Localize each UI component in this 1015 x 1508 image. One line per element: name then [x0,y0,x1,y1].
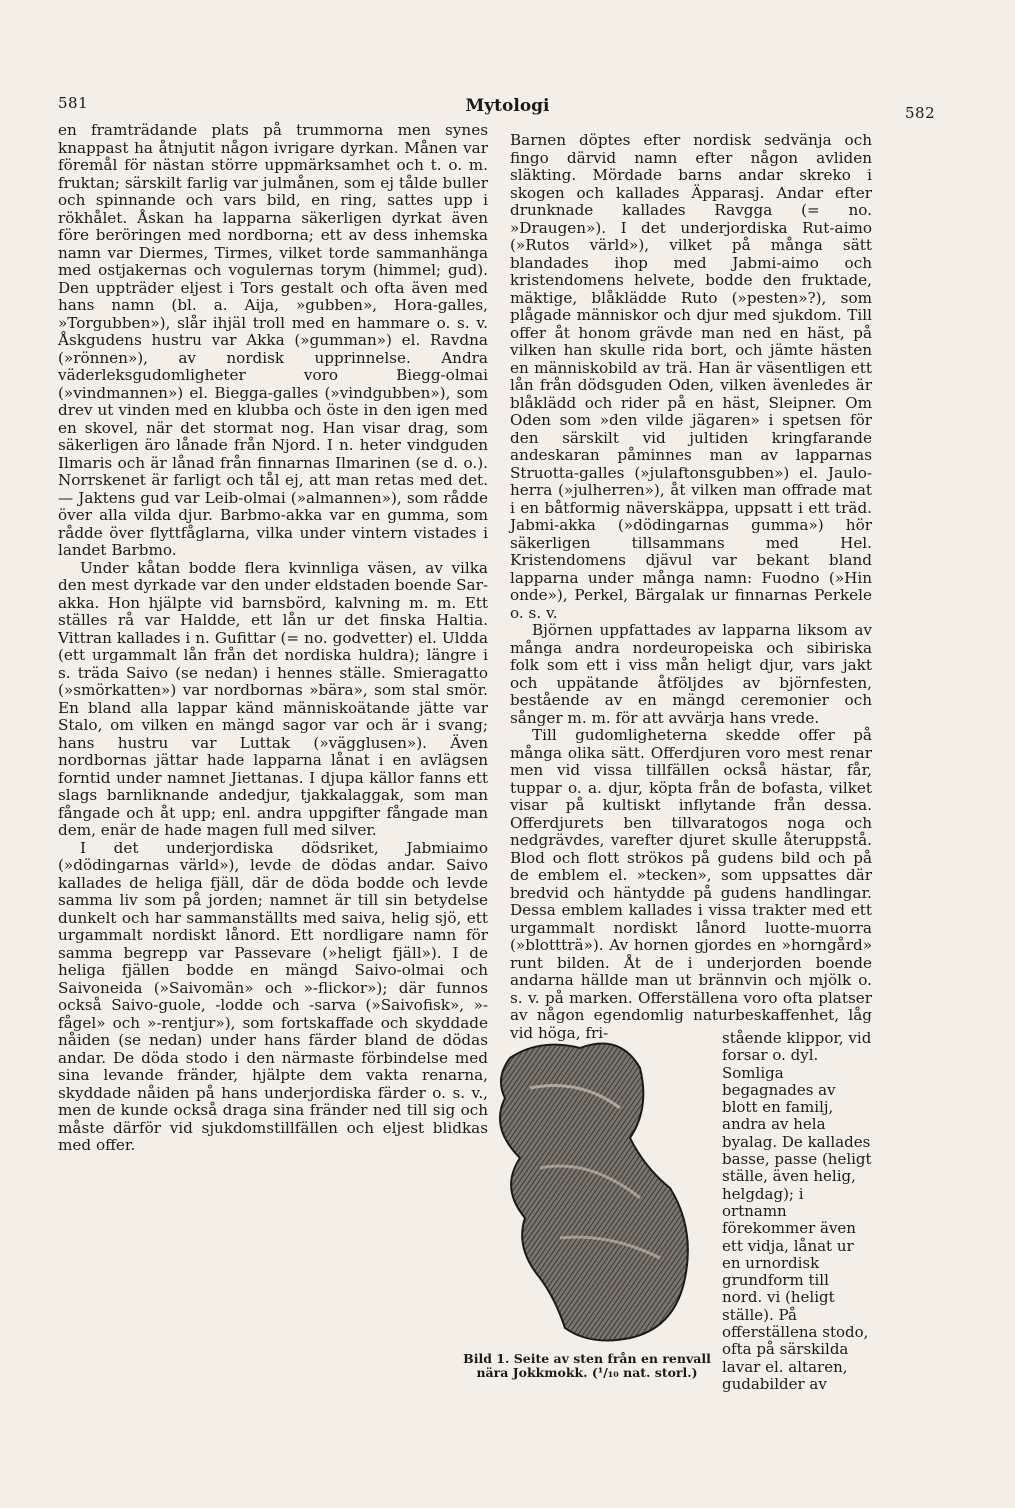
stone-illustration [470,1028,710,1348]
paragraph: I det underjordiska dödsriket, Jabmiaimo (»dödingarnas värld»), levde de dödas andar. Saivo kallades de heliga fjäll, där de döda bodde och levde samma liv som på jorden; namnet är till sin betydelse dunkelt och har sammanställts med saiva, helig sjö, ett urgammalt nordiskt lånord. Ett nordligare namn för samma begrepp var Passevare (»heligt fjäll»). I de heliga fjällen bodde en mängd Saivo-olmai och Saivoneida (»Saivomän» och »-flickor»); där funnos också Saivo-guole, -lodde och -sarva (»Saivofisk», »-fågel» och »-rentjur»), som fortskaffade och skyddade nåiden (se nedan) under hans färder bland de dödas andar. De döda stodo i den närmaste förbindelse med sina levande fränder, hjälpte dem vakta renarna, skyddade nåiden på hans underjordiska färder o. s. v., men de kunde också draga sina fränder ned till sig och måste därför vid sjukdomstillfällen och eljest blidkas med offer. [58,838,488,1154]
figure-caption: Bild 1. Seite av sten från en renvall nära Jokkmokk. (¹/₁₀ nat. storl.) [463,1351,711,1380]
page-number-left: 581 [58,94,89,112]
paragraph: Barnen döptes efter nordisk sedvänja och fingo därvid namn efter någon avliden släkting. Mördade barns andar skreko i skogen och kallades Äpparasj. Andar efter drunknade kallades Ravgga (= no. »Draugen»). I det underjordiska Rut-aimo (»Rutos värld»), vilket på många sätt blandades ihop med Jabmi-aimo och kristendomens helvete, bodde den fruktade, mäktige, blåklädde Ruto (»pesten»?), som plågade människor och djur med sjukdom. Till offer åt honom grävde man ned en häst, på vilken han skulle rida bort, och jämte hästen en människobild av trä. Han är väsentligen ett lån från dödsguden Oden, vilken ävenledes är blåklädd och rider på en häst, Sleipner. Om Oden som »den vilde jägaren» i spetsen för den särskilt vid jultiden kringfarande andeskaran påminnes man av lapparnas Struotta-galles (»julaftonsgubben») el. Jaulo-herra (»julherren»), åt vilken man offrade mat i en båtformig näverskäppa, uppsatt i ett träd. Jabmi-akka (»dödingarnas gumma») hör säkerligen tillsammans med Hel. Kristendomens djävul var bekant bland lapparna under många namn: Fuodno (»Hin onde»), Perkel, Bärgalak ur finnarnas Perkele o. s. v. [510,131,872,622]
right-column [510,132,872,1042]
page-number-right: 582 [905,104,936,122]
stone-drawing [470,1028,710,1348]
running-head: Mytologi [465,96,550,116]
paragraph: en framträdande plats på trummorna men synes knappast ha åtnjutit någon ivrigare dyrkan. Månen var föremål för nästan större uppmärksamhet och t. o. m. fruktan; särskilt farlig var julmånen, som ej tålde buller och spinnande och vars bild, en ring, sattes upp i rökhålet. Åskan ha lapparna säkerligen dyrkat även före beröringen med nordborna; ett av dess inhemska namn var Diermes, Tirmes, vilket torde sammanhänga med ostjakernas och vogulernas torym (himmel; gud). Den uppträder eljest i Tors gestalt och ofta även med hans namn (bl. a. Aija, »gubben», Hora-galles, »Torgubben»), slår ihjäl troll med en hammare o. s. v. Åskgudens hustru var Akka (»gumman») el. Ravdna (»rönnen»), av nordisk upprinnelse. Andra väderleksgudomligheter voro Biegg-olmai (»vindmannen») el. Biegga-galles (»vindgubben»), som drev ut vinden med en klubba och öste in den igen med en skovel, när det stormat nog. Han visar drag, som säkerligen äro lånade från Njord. I n. heter vindguden Ilmaris och är lånad från finnarnas Ilmarinen (se d. o.). Norrskenet är farligt och tål ej, att man retas med det. — Jaktens gud var Leib-olmai (»almannen»), som rådde över alla vilda djur. Barbmo-akka var en gumma, som rådde över flyttfåglarna, vilka under vintern vistades i landet Barbmo. [58,121,488,559]
paragraph: Under kåtan bodde flera kvinnliga väsen, av vilka den mest dyrkade var den under eldstaden boende Sar-akka. Hon hjälpte vid barnsbörd, kalvning m. m. Ett ställes rå var Haldde, ett lån ur det finska Haltia. Vittran kallades i n. Gufittar (= no. godvetter) el. Uldda (ett urgammalt lån från det nordiska huldra); längre i s. träda Saivo (se nedan) i hennes ställe. Smieragatto (»smörkatten») var nordbornas »bära», som stal smör. En bland alla lappar känd människoätande jätte var Stalo, om vilken en mängd sagor var och är i svang; hans hustru var Luttak (»vägglusen»). Även nordbornas jättar hade lapparna lånat i en avlägsen forntid under namnet Jiettanas. I djupa källor fanns ett slags barnliknande andedjur, tjakkalaggak, som man fångade och åt upp; enl. andra uppgifter fångade man dem, enär de hade magen full med silver. [58,558,488,839]
left-column [58,122,488,1155]
right-column-narrow [722,1030,872,1393]
paragraph: Till gudomligheterna skedde offer på många olika sätt. Offerdjuren voro mest renar men vid vissa tillfällen också hästar, får, tuppar o. a. djur, köpta från de bofasta, vilket visar på kultiskt inflytande från dessa. Offerdjurets ben tillvaratogos noga och nedgrävdes, varefter djuret skulle återuppstå. Blod och flott strökos på gudens bild och på de emblem el. »tecken», som uppsattes där bredvid och häntydde på gudens handlingar. Dessa emblem kallades i vissa trakter med ett urgammalt nordiskt lånord luotte-muorra (»blottträ»). Av hornen gjordes en »horngård» runt bilden. Åt de i underjorden boende andarna hällde man ut brännvin och mjölk o. s. v. på marken. Offerställena voro ofta platser av någon egendomlig naturbeskaffenhet, låg vid höga, fri- [510,726,872,1042]
paragraph: stående klippor, vid forsar o. dyl. Somliga begagnades av blott en familj, andra av hela byalag. De kallades basse, passe (heligt ställe, även helig, helgdag); i ortnamn förekommer även ett vidja, lånat ur en urnordisk grundform till nord. vi (heligt ställe). På offerställena stodo, ofta på särskilda lavar el. altaren, gudabilder av [722,1029,872,1393]
paragraph: Björnen uppfattades av lapparna liksom av många andra nordeuropeiska och sibiriska folk som ett i viss mån heligt djur, vars jakt och uppätande åtföljdes av björnfesten, bestående av en mängd ceremonier och sånger m. m. för att avvärja hans vrede. [510,621,872,727]
